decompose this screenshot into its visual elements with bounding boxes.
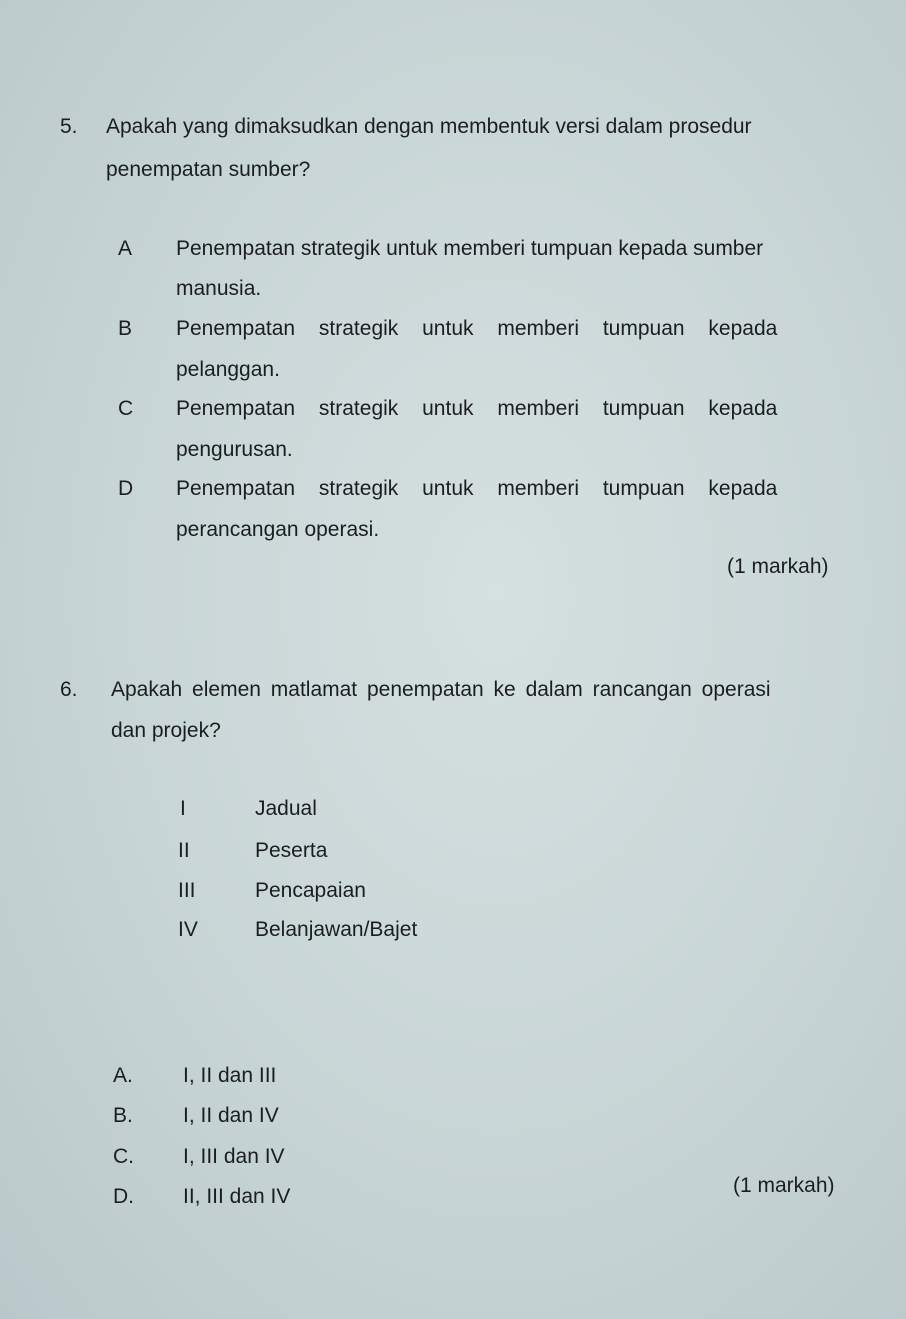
q5-option-b-line2: pelanggan. xyxy=(176,358,280,381)
q6-stem-line1: Apakah elemen matlamat penempatan ke dalam rancangan operasi xyxy=(111,678,771,701)
q6-option-d-letter: D. xyxy=(113,1185,134,1208)
q6-item-2-text: Peserta xyxy=(255,839,328,862)
q5-number: 5. xyxy=(60,115,78,138)
q5-option-a-letter: A xyxy=(118,237,133,260)
q5-option-a-line2: manusia. xyxy=(176,277,262,300)
q5-stem-line2: penempatan sumber? xyxy=(106,158,311,181)
q6-option-d-text: II, III dan IV xyxy=(183,1185,291,1208)
q5-option-d-line2: perancangan operasi. xyxy=(176,518,380,541)
q6-number: 6. xyxy=(60,678,78,701)
q5-option-b-letter: B xyxy=(118,317,133,340)
q6-item-4-roman: IV xyxy=(178,918,198,941)
q5-option-d-line1: Penempatan strategik untuk memberi tumpuan kepada xyxy=(176,477,778,500)
q5-option-a-line1: Penempatan strategik untuk memberi tumpuan kepada sumber xyxy=(176,237,764,260)
q6-item-2-roman: II xyxy=(178,839,190,862)
q6-option-c-letter: C. xyxy=(113,1145,134,1168)
q6-item-1-text: Jadual xyxy=(255,797,317,820)
q5-option-c-line2: pengurusan. xyxy=(176,438,293,461)
q6-item-3-roman: III xyxy=(178,879,196,902)
q5-option-c-letter: C xyxy=(118,397,134,420)
q5-option-b-line1: Penempatan strategik untuk memberi tumpuan kepada xyxy=(176,317,778,340)
q6-marks: (1 markah) xyxy=(733,1174,835,1197)
q6-option-b-text: I, II dan IV xyxy=(183,1104,279,1127)
q6-option-c-text: I, III dan IV xyxy=(183,1145,285,1168)
q6-option-b-letter: B. xyxy=(113,1104,133,1127)
q6-option-a-letter: A. xyxy=(113,1064,133,1087)
q6-item-3-text: Pencapaian xyxy=(255,879,366,902)
q5-option-c-line1: Penempatan strategik untuk memberi tumpuan kepada xyxy=(176,397,778,420)
q6-item-1-roman: I xyxy=(180,797,186,820)
q6-option-a-text: I, II dan III xyxy=(183,1064,277,1087)
q5-marks: (1 markah) xyxy=(727,555,829,578)
q6-item-4-text: Belanjawan/Bajet xyxy=(255,918,418,941)
q6-stem-line2: dan projek? xyxy=(111,719,221,742)
q5-option-d-letter: D xyxy=(118,477,134,500)
q5-stem-line1 xyxy=(106,114,831,140)
q5-stem-line1-text: Apakah yang dimaksudkan dengan membentuk versi dalam prosedur xyxy=(106,115,752,138)
